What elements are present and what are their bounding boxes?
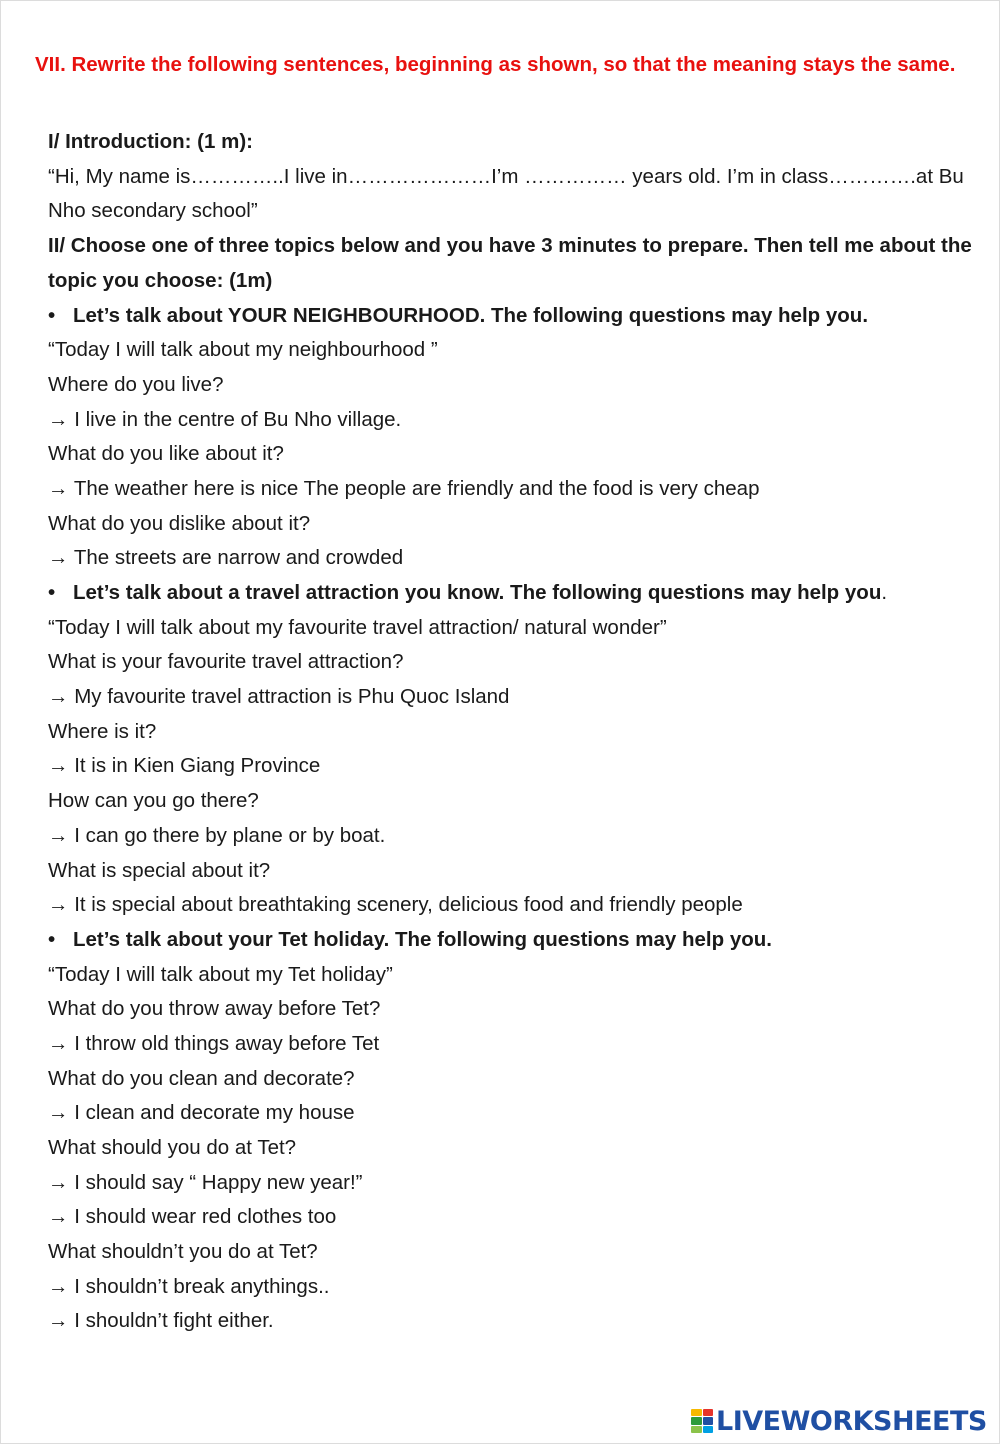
list-item: What is your favourite travel attraction? [48, 650, 404, 674]
list-item: Where is it? [48, 719, 157, 743]
list-item: → I shouldn’t break anythings.. [48, 1274, 330, 1298]
list-item: → I shouldn’t fight either. [48, 1309, 274, 1333]
section-heading: VII. Rewrite the following sentences, beginning as shown, so that the meaning stays the same. [35, 53, 956, 76]
liveworksheets-logo[interactable] [691, 1404, 987, 1438]
topic-title-text: Let’s talk about a travel attraction you know. The following questions may help you [73, 581, 882, 604]
list-item: → I clean and decorate my house [48, 1101, 355, 1125]
list-item: → It is special about breathtaking scenery, delicious food and friendly people [48, 893, 743, 917]
list-item: → I should say “ Happy new year!” [48, 1170, 363, 1194]
list-item: What is special about it? [48, 858, 271, 882]
list-item: What should you do at Tet? [48, 1136, 297, 1159]
list-item: What do you throw away before Tet? [48, 997, 381, 1021]
list-item: What shouldn’t you do at Tet? [48, 1240, 318, 1264]
list-item: “Today I will talk about my Tet holiday” [48, 962, 393, 986]
list-item: How can you go there? [48, 789, 259, 813]
list-item: → I can go there by plane or by boat. [48, 823, 386, 847]
list-item: Where do you live? [48, 372, 224, 396]
list-item: What do you clean and decorate? [48, 1066, 355, 1090]
intro-title: I/ Introduction: (1 m): [48, 130, 253, 153]
list-item: → It is in Kien Giang Province [48, 754, 321, 778]
bullet: • [48, 303, 56, 327]
list-item: What do you like about it? [48, 442, 284, 466]
list-item: → I should wear red clothes too [48, 1205, 337, 1229]
topic-tet-title [48, 923, 978, 958]
part2-title: II/ Choose one of three topics below and you have 3 minutes to prepare. Then tell me about the topic you choose: (1m) [48, 234, 972, 292]
list-item: → The weather here is nice The people are friendly and the food is very cheap [48, 476, 760, 500]
topic-travel-lines [48, 611, 978, 923]
topic-neighbourhood-lines [48, 333, 978, 576]
list-item: → The streets are narrow and crowded [48, 546, 404, 570]
intro-text: “Hi, My name is…………..I live in…………………I’m …………… years old. I’m in class………….at Bu Nho secondary school” [48, 164, 964, 223]
liveworksheets-logo-icon [691, 1409, 713, 1433]
list-item: “Today I will talk about my neighbourhood ” [48, 338, 438, 362]
topic-title-text: Let’s talk about YOUR NEIGHBOURHOOD. The following questions may help you. [73, 303, 869, 327]
worksheet-body [48, 125, 978, 1339]
list-item: → My favourite travel attraction is Phu Quoc Island [48, 685, 510, 709]
bullet: • [48, 581, 56, 604]
logo-text: LIVEWORKSHEETS [716, 1405, 987, 1437]
topic-travel-title [48, 576, 978, 611]
list-item: What do you dislike about it? [48, 511, 311, 535]
list-item: → I throw old things away before Tet [48, 1031, 380, 1055]
topic-tet-lines [48, 958, 978, 1340]
list-item: → I live in the centre of Bu Nho village. [48, 407, 402, 431]
topic-title-text: Let’s talk about your Tet holiday. The following questions may help you. [73, 927, 772, 951]
bullet: • [48, 927, 56, 951]
topic-neighbourhood-title [48, 299, 978, 334]
topic-title-end: . [881, 581, 888, 604]
list-item: “Today I will talk about my favourite travel attraction/ natural wonder” [48, 615, 667, 639]
